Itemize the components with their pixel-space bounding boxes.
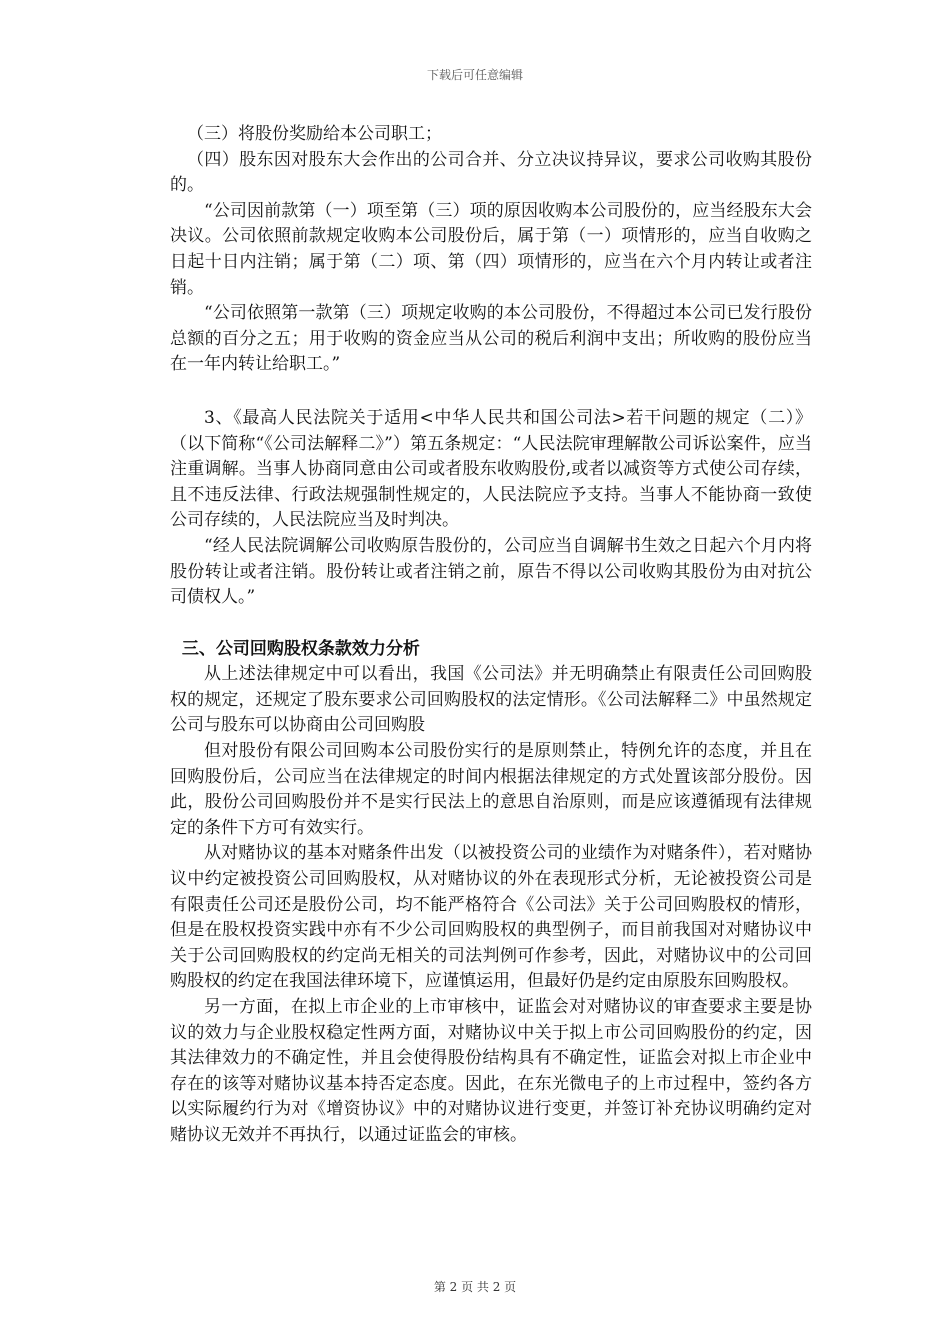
section-heading: 三、公司回购股权条款效力分析 — [181, 638, 420, 659]
share-limit-rule: “公司依照第一款第（三）项规定收购的本公司股份，不得超过本公司已发行股份总额的百分之五；用于收购的资金应当从公司的税后利润中支出；所收购的股份应当在一年内转让给职工。” — [170, 303, 812, 375]
analysis-paragraph: 从对赌协议的基本对赌条件出发（以被投资公司的业绩作为对赌条件），若对赌协议中约定被投资公司回购股权，从对赌协议的外在表现形式分析，无论被投资公司是有限责任公司还是股份公司，均不能严格符合《公司法》关于公司回购股权的情形，但是在股权投资实践中亦有不少公司回购股权的典型例子，而目前我国对对赌协议中关于公司回购股权的约定尚无相关的司法判例可作参考，因此，对赌协议中的公司回购股权的约定在我国法律环境下，应谨慎运用，但最好仍是约定由原股东回购股权。 — [170, 843, 812, 992]
judicial-interpretation: 3、《最高人民法院关于适用<中华人民共和国公司法>若干问题的规定（二）》（以下简称“《公司法解释二》”）第五条规定：“人民法院审理解散公司诉讼案件，应当注重调解。当事人协商同意由公司或者股东收购股份,或者以减资等方式使公司存续，且不违反法律、行政法规强制性规定的，人民法院应予支持。当事人不能协商一致使公司存续的，人民法院应当及时判决。 — [170, 407, 812, 531]
mediation-rule: “经人民法院调解公司收购原告股份的，公司应当自调解书生效之日起六个月内将股份转让或者注销。股份转让或者注销之前，原告不得以公司收购其股份为由对抗公司债权人。” — [170, 535, 812, 608]
document-body — [170, 122, 812, 1149]
analysis-paragraph: 从上述法律规定中可以看出，我国《公司法》并无明确禁止有限责任公司回购股权的规定，还规定了股东要求公司回购股权的法定情形。《公司法解释二》中虽然规定公司与股东可以协商由公司回购股 — [170, 664, 812, 736]
cancellation-rule: “公司因前款第（一）项至第（三）项的原因收购本公司股份的，应当经股东大会决议。公司依照前款规定收购本公司股份后，属于第（一）项情形的，应当自收购之日起十日内注销；属于第（二）项、第（四）项情形的，应当在六个月内转让或者注销。 — [170, 200, 812, 298]
page-footer: 第 2 页 共 2 页 — [433, 1280, 517, 1294]
page-header: 下载后可任意编辑 — [426, 68, 523, 82]
analysis-paragraph: 另一方面，在拟上市企业的上市审核中，证监会对对赌协议的审查要求主要是协议的效力与企业股权稳定性两方面，对赌协议中关于拟上市公司回购股份的约定，因其法律效力的不确定性，并且会使得股份结构具有不确定性，证监会对拟上市企业中存在的该等对赌协议基本持否定态度。因此，在东光微电子的上市过程中，签约各方以实际履约行为对《增资协议》中的对赌协议进行变更，并签订补充协议明确约定对赌协议无效并不再执行，以通过证监会的审核。 — [170, 997, 812, 1145]
clause-four: （四）股东因对股东大会作出的公司合并、分立决议持异议，要求公司收购其股份的。 — [170, 149, 812, 196]
clause-three: （三）将股份奖励给本公司职工； — [187, 124, 442, 144]
analysis-paragraph: 但对股份有限公司回购本公司股份实行的是原则禁止，特例允许的态度，并且在回购股份后，公司应当在法律规定的时间内根据法律规定的方式处置该部分股份。因此，股份公司回购股份并不是实行民法上的意思自治原则，而是应该遵循现有法律规定的条件下方可有效实行。 — [170, 741, 812, 838]
